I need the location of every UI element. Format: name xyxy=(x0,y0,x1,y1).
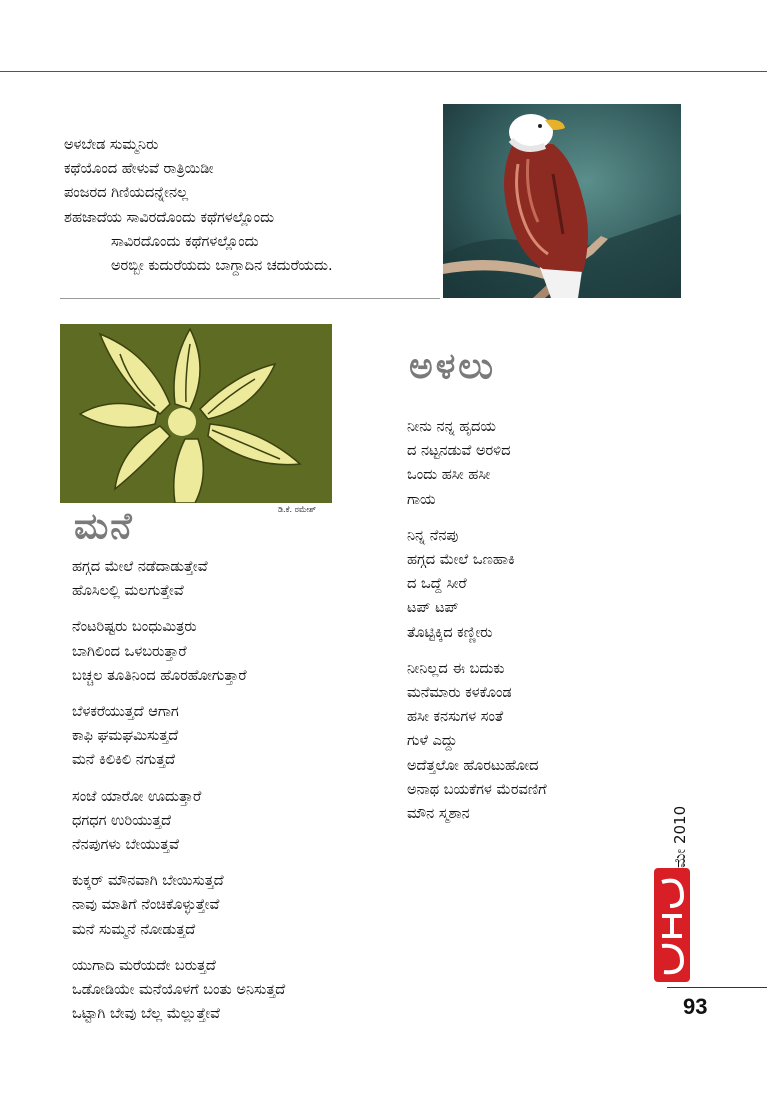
poem-line: ಬಚ್ಚಲ ತೂತಿನಿಂದ ಹೊರಹೋಗುತ್ತಾರೆ xyxy=(72,667,247,684)
poem-title-alalu: ಅಳಲು xyxy=(409,346,497,387)
poem-line: ಸಂಜೆ ಯಾರೋ ಊದುತ್ತಾರೆ xyxy=(72,788,202,805)
poem-line: ಟಪ್ ಟಪ್ xyxy=(407,600,459,617)
magazine-masthead-logo xyxy=(652,866,692,984)
poem-line: ಗಾಯ xyxy=(407,491,436,508)
intro-stanza xyxy=(64,133,333,278)
stanza xyxy=(72,869,285,942)
poem-line: ಹಗ್ಗದ ಮೇಲೆ ನಡೆದಾಡುತ್ತೇವೆ xyxy=(72,559,208,575)
photo-credit: ಡಿ.ಕೆ. ರಮೇಶ್ xyxy=(278,505,317,514)
poem-line: ನೆಂಟರಿಷ್ಟರು ಬಂಧುಮಿತ್ರರು xyxy=(72,619,197,636)
stanza xyxy=(407,415,547,512)
poem-line: ಮನೆಮಾರು ಕಳಕೊಂಡ xyxy=(407,685,512,702)
section-divider xyxy=(60,298,440,299)
poem-line: ತೊಟ್ಟಿಕ್ಕಿದ ಕಣ್ಣೀರು xyxy=(407,624,493,641)
poem-line: ಯುಗಾದಿ ಮರೆಯದೇ ಬರುತ್ತದೆ xyxy=(72,957,216,974)
stanza xyxy=(72,954,285,1027)
poem-line: ಮೌನ ಸ್ಮಶಾನ xyxy=(407,806,470,823)
intro-line: ಶಹಜಾದೆಯ ಸಾವಿರದೊಂದು ಕಥೆಗಳಲ್ಲೊಂದು xyxy=(64,209,275,226)
page-number: 93 xyxy=(683,994,708,1019)
poem-line: ಮನೆ ಸುಮ್ಮನೆ ನೋಡುತ್ತದೆ xyxy=(72,921,196,938)
poem-line: ಹಗ್ಗದ ಮೇಲೆ ಒಣಹಾಕಿ xyxy=(407,552,515,569)
issue-date-text: ಮೇ 2010 xyxy=(671,805,689,868)
poem-mane xyxy=(72,555,285,1038)
poem-line: ಒಟ್ಟಾಗಿ ಬೇವು ಬೆಲ್ಲ ಮೆಲ್ಲುತ್ತೇವೆ xyxy=(72,1006,220,1023)
eagle-illustration xyxy=(443,104,681,298)
issue-date xyxy=(669,796,699,876)
stanza xyxy=(407,524,547,645)
poem-line: ಹಸೀ ಕನಸುಗಳ ಸಂತೆ xyxy=(407,709,504,726)
poem-line: ದ ನಟ್ಟನಡುವೆ ಅರಳಿದ xyxy=(407,443,511,460)
poem-line: ಗುಳೆ ಎದ್ದು xyxy=(407,733,458,750)
intro-line: ಕಥೆಯೊಂದ ಹೇಳುವೆ ರಾತ್ರಿಯಿಡೀ xyxy=(64,161,214,178)
poem-line: ಒಡೋಡಿಯೇ ಮನೆಯೊಳಗೆ ಬಂತು ಅನಿಸುತ್ತದೆ xyxy=(72,982,286,999)
poem-line: ಹೊಸಿಲಲ್ಲಿ ಮಲಗುತ್ತೇವೆ xyxy=(72,583,184,600)
poem-line: ಒಂದು ಹಸೀ ಹಸೀ xyxy=(407,467,491,484)
poem-line: ಬೆಳಕರೆಯುತ್ತದೆ ಆಗಾಗ xyxy=(72,704,179,721)
top-rule xyxy=(0,71,767,72)
poem-line: ನೆನಪುಗಳು ಬೇಯುತ್ತವೆ xyxy=(72,837,180,854)
page-number-rule xyxy=(667,987,767,988)
poem-line: ನೀನು ನನ್ನ ಹೃದಯ xyxy=(407,419,496,435)
stanza xyxy=(407,657,547,826)
poem-line: ಅನಾಥ ಬಯಕೆಗಳ ಮೆರವಣಿಗೆ xyxy=(407,781,547,798)
stanza xyxy=(72,700,285,773)
leaf-illustration xyxy=(60,324,332,503)
poem-line: ಕುಕ್ಕರ್ ಮೌನವಾಗಿ ಬೇಯಿಸುತ್ತದೆ xyxy=(72,873,224,890)
poem-line: ಅದೆತ್ತಲೋ ಹೊರಟುಹೋದ xyxy=(407,757,539,774)
poem-line: ನೀನಿಲ್ಲದ ಈ ಬದುಕು xyxy=(407,660,505,677)
intro-line: ಅರಬ್ಬೀ ಕುದುರೆಯದು ಬಾಗ್ದಾದಿನ ಚದುರೆಯದು. xyxy=(111,258,333,275)
stanza xyxy=(72,555,285,603)
stanza xyxy=(72,785,285,858)
poem-line: ಧಗಧಗ ಉರಿಯುತ್ತದೆ xyxy=(72,812,172,829)
poem-line: ನಾವು ಮಾತಿಗೆ ನೆಂಚಿಕೊಳ್ಳುತ್ತೇವೆ xyxy=(72,897,220,914)
poem-line: ಕಾಫಿ ಘಮಘಮಿಸುತ್ತದೆ xyxy=(72,728,179,745)
poem-line: ನಿನ್ನ ನೆನಪು xyxy=(407,527,459,544)
poem-title-mane: ಮನೆ xyxy=(74,506,134,547)
poem-line: ಮನೆ ಕಿಲಿಕಿಲಿ ನಗುತ್ತದೆ xyxy=(72,752,176,769)
intro-line: ಸಾವಿರದೊಂದು ಕಥೆಗಳಲ್ಲೊಂದು xyxy=(111,233,259,250)
stanza xyxy=(72,615,285,688)
poem-line: ದ ಒದ್ದೆ ಸೀರೆ xyxy=(407,576,467,593)
poem-alalu xyxy=(407,415,547,838)
intro-line: ಅಳಬೇಡ ಸುಮ್ಮನಿರು xyxy=(64,137,159,153)
intro-line: ಪಂಜರದ ಗಿಣಿಯದನ್ನೇನಲ್ಲ xyxy=(64,185,189,202)
poem-line: ಬಾಗಿಲಿಂದ ಒಳಬರುತ್ತಾರೆ xyxy=(72,643,187,660)
